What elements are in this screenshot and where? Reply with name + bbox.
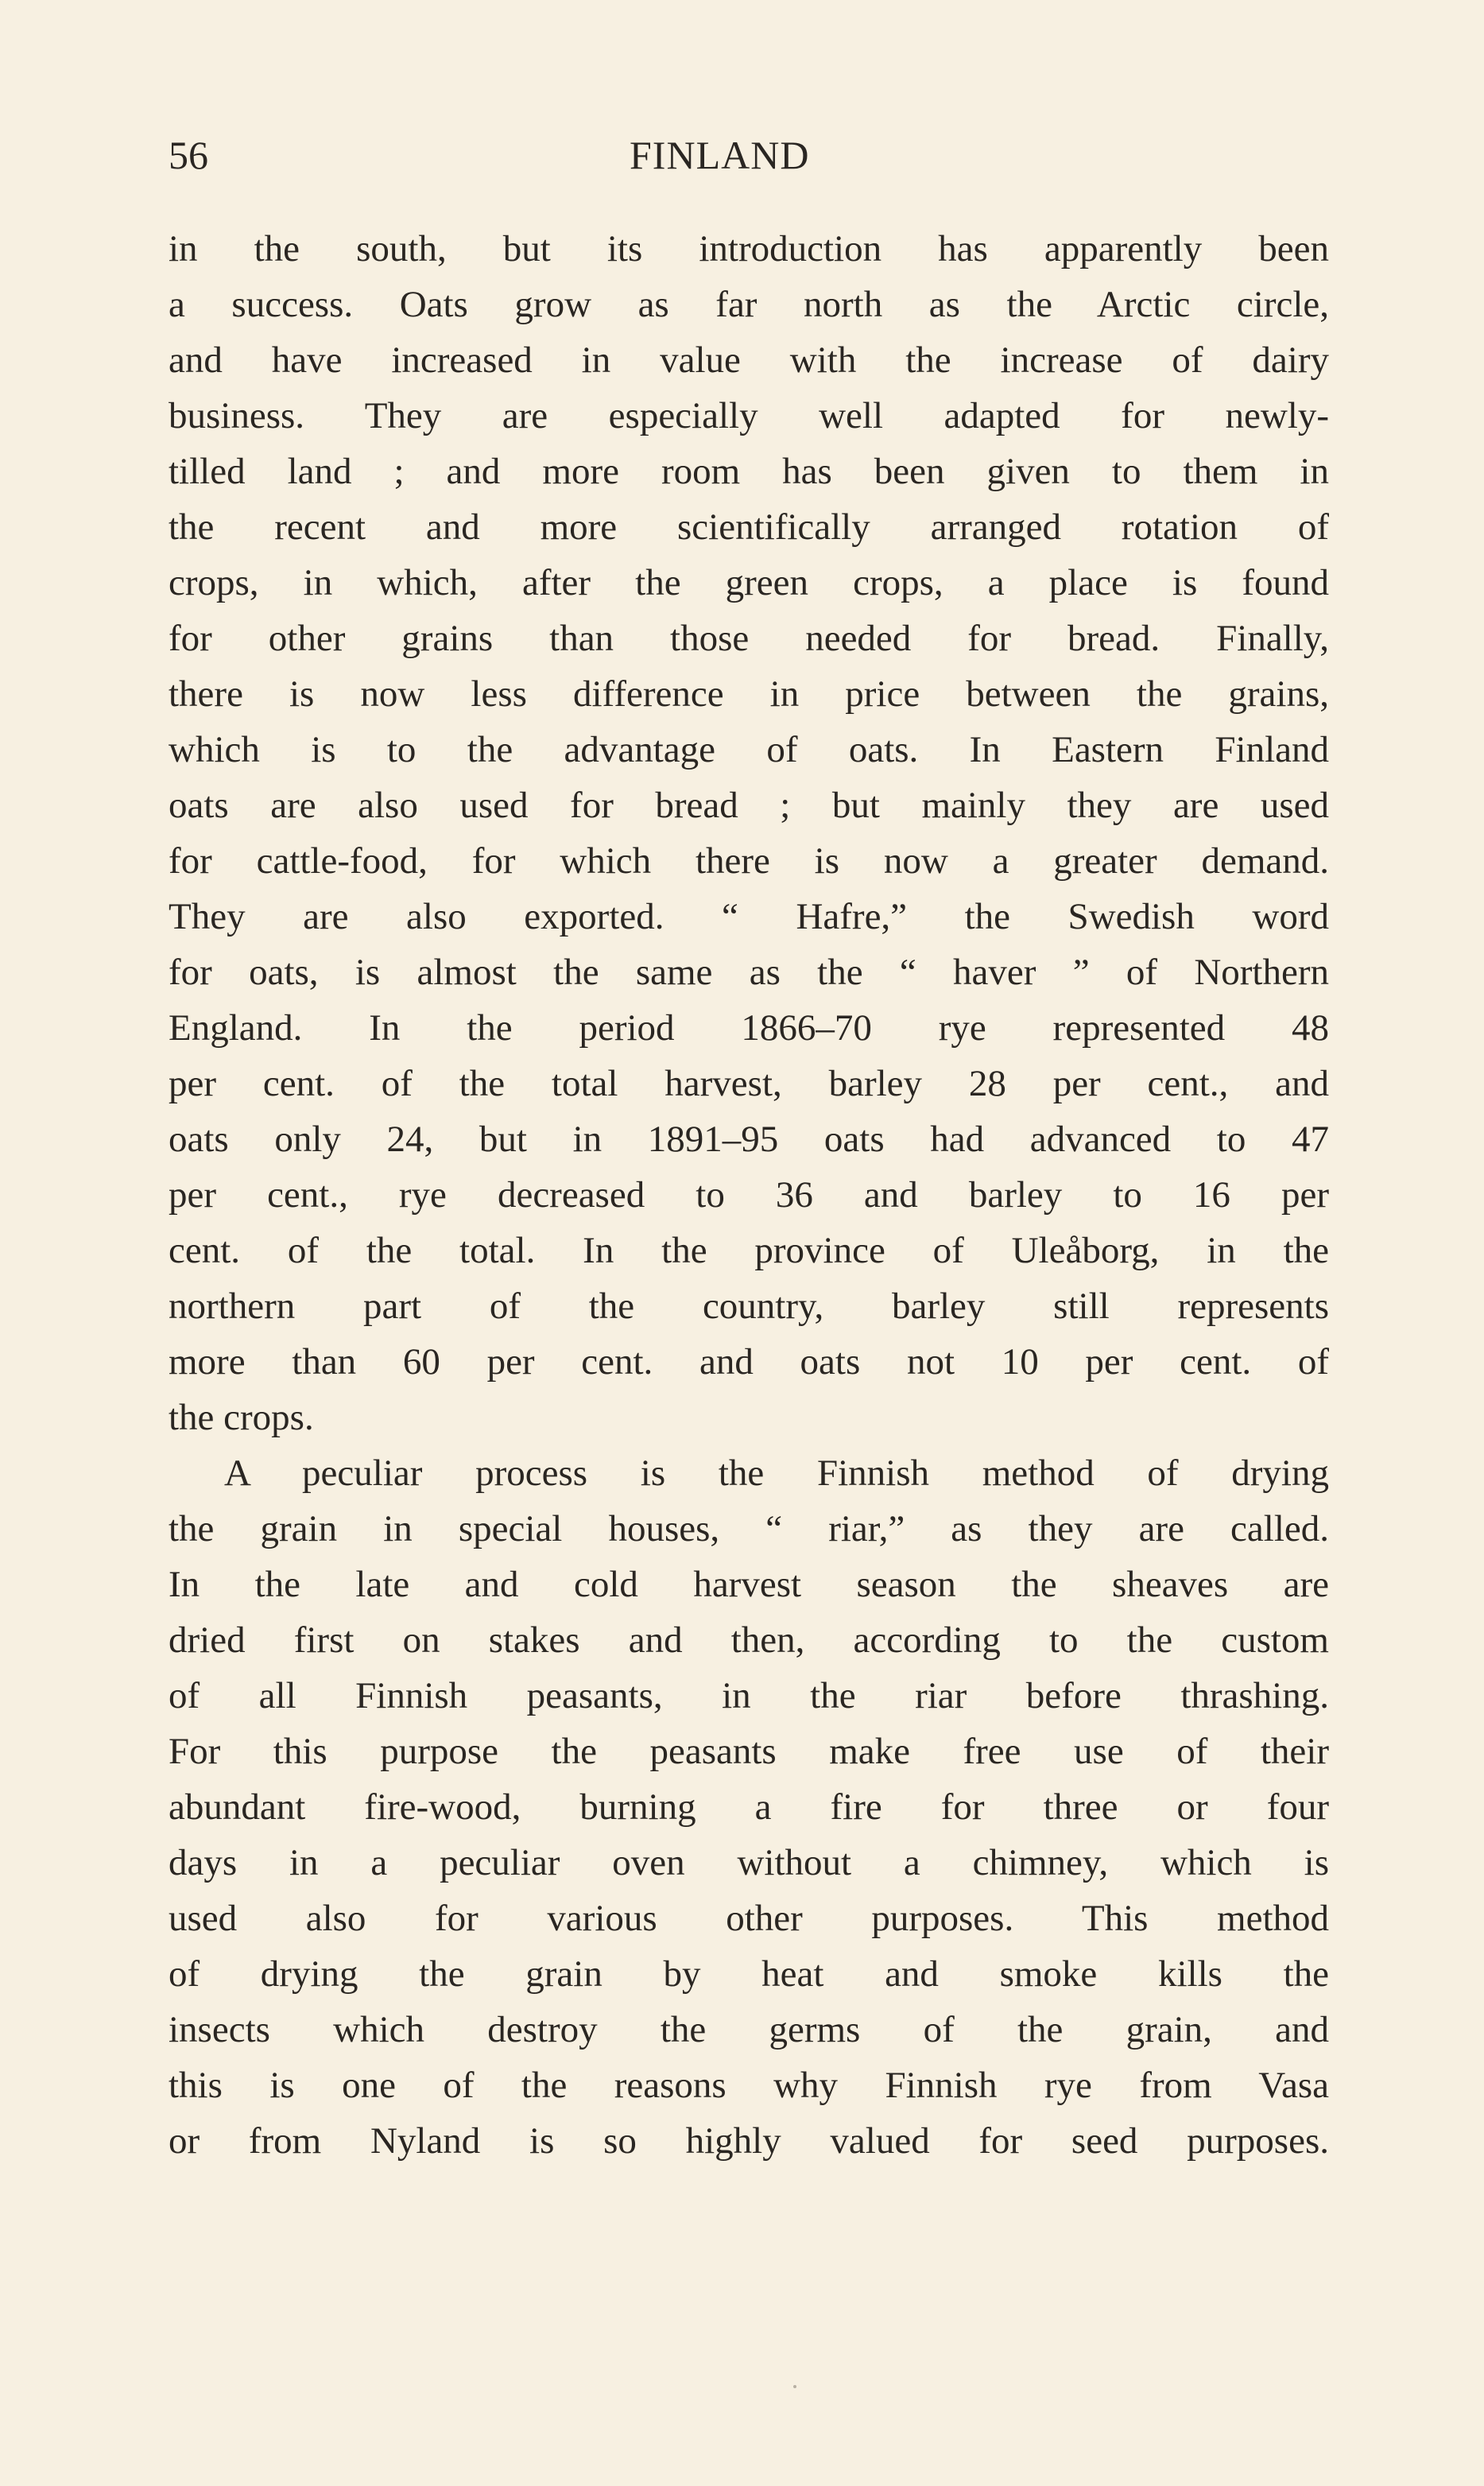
text-line: the grain in special houses, “ riar,” as they are called. <box>169 1508 1329 1549</box>
text-line: oats only 24, but in 1891–95 oats had advanced to 47 <box>169 1119 1329 1160</box>
text-line: for cattle-food, for which there is now a greater demand. <box>169 840 1329 882</box>
text-line: business. They are especially well adapted for newly- <box>169 395 1329 436</box>
text-line: cent. of the total. In the province of Uleåborg, in the <box>169 1230 1329 1271</box>
text-line: northern part of the country, barley still represents <box>169 1286 1329 1327</box>
text-line: or from Nyland is so highly valued for seed purposes. <box>169 2120 1329 2162</box>
text-line: per cent. of the total harvest, barley 28 per cent., and <box>169 1063 1329 1104</box>
text-line: for oats, is almost the same as the “ haver ” of Northern <box>169 952 1329 993</box>
text-line: which is to the advantage of oats. In Eastern Finland <box>169 729 1329 770</box>
text-line: the recent and more scientifically arranged rotation of <box>169 506 1329 548</box>
text-line: a success. Oats grow as far north as the Arctic circle, <box>169 284 1329 325</box>
body-text <box>169 221 1329 2169</box>
page-number: 56 <box>169 133 208 177</box>
text-line: for other grains than those needed for bread. Finally, <box>169 618 1329 659</box>
text-line: used also for various other purposes. This method <box>169 1898 1329 1939</box>
text-line: more than 60 per cent. and oats not 10 per cent. of <box>169 1341 1329 1383</box>
page-speck <box>793 2385 796 2388</box>
text-line: days in a peculiar oven without a chimney, which is <box>169 1842 1329 1883</box>
text-line: tilled land ; and more room has been given to them in <box>169 451 1329 492</box>
paragraph-1 <box>169 221 1329 1445</box>
text-line: oats are also used for bread ; but mainly they are used <box>169 785 1329 826</box>
text-line: of all Finnish peasants, in the riar before thrashing. <box>169 1675 1329 1716</box>
text-line: abundant fire-wood, burning a fire for three or four <box>169 1786 1329 1828</box>
text-line: For this purpose the peasants make free use of their <box>169 1731 1329 1772</box>
paragraph-2 <box>169 1445 1329 2169</box>
text-line: there is now less difference in price between the grains, <box>169 673 1329 715</box>
text-line: of drying the grain by heat and smoke kills the <box>169 1953 1329 1995</box>
text-line: per cent., rye decreased to 36 and barley to 16 per <box>169 1174 1329 1216</box>
text-line: A peculiar process is the Finnish method of drying <box>224 1452 1329 1494</box>
text-line: In the late and cold harvest season the sheaves are <box>169 1564 1329 1605</box>
text-line: England. In the period 1866–70 rye represented 48 <box>169 1007 1329 1049</box>
text-line: and have increased in value with the increase of dairy <box>169 339 1329 381</box>
running-title: FINLAND <box>630 133 810 177</box>
text-line: the crops. <box>169 1397 314 1438</box>
text-line: They are also exported. “ Hafre,” the Swedish word <box>169 896 1329 937</box>
text-line: in the south, but its introduction has apparently been <box>169 228 1329 270</box>
text-line: this is one of the reasons why Finnish rye from Vasa <box>169 2065 1329 2106</box>
text-line: dried first on stakes and then, according to the custom <box>169 1619 1329 1661</box>
text-line: insects which destroy the germs of the grain, and <box>169 2009 1329 2050</box>
text-line: crops, in which, after the green crops, a place is found <box>169 562 1329 603</box>
running-head <box>169 127 1329 183</box>
